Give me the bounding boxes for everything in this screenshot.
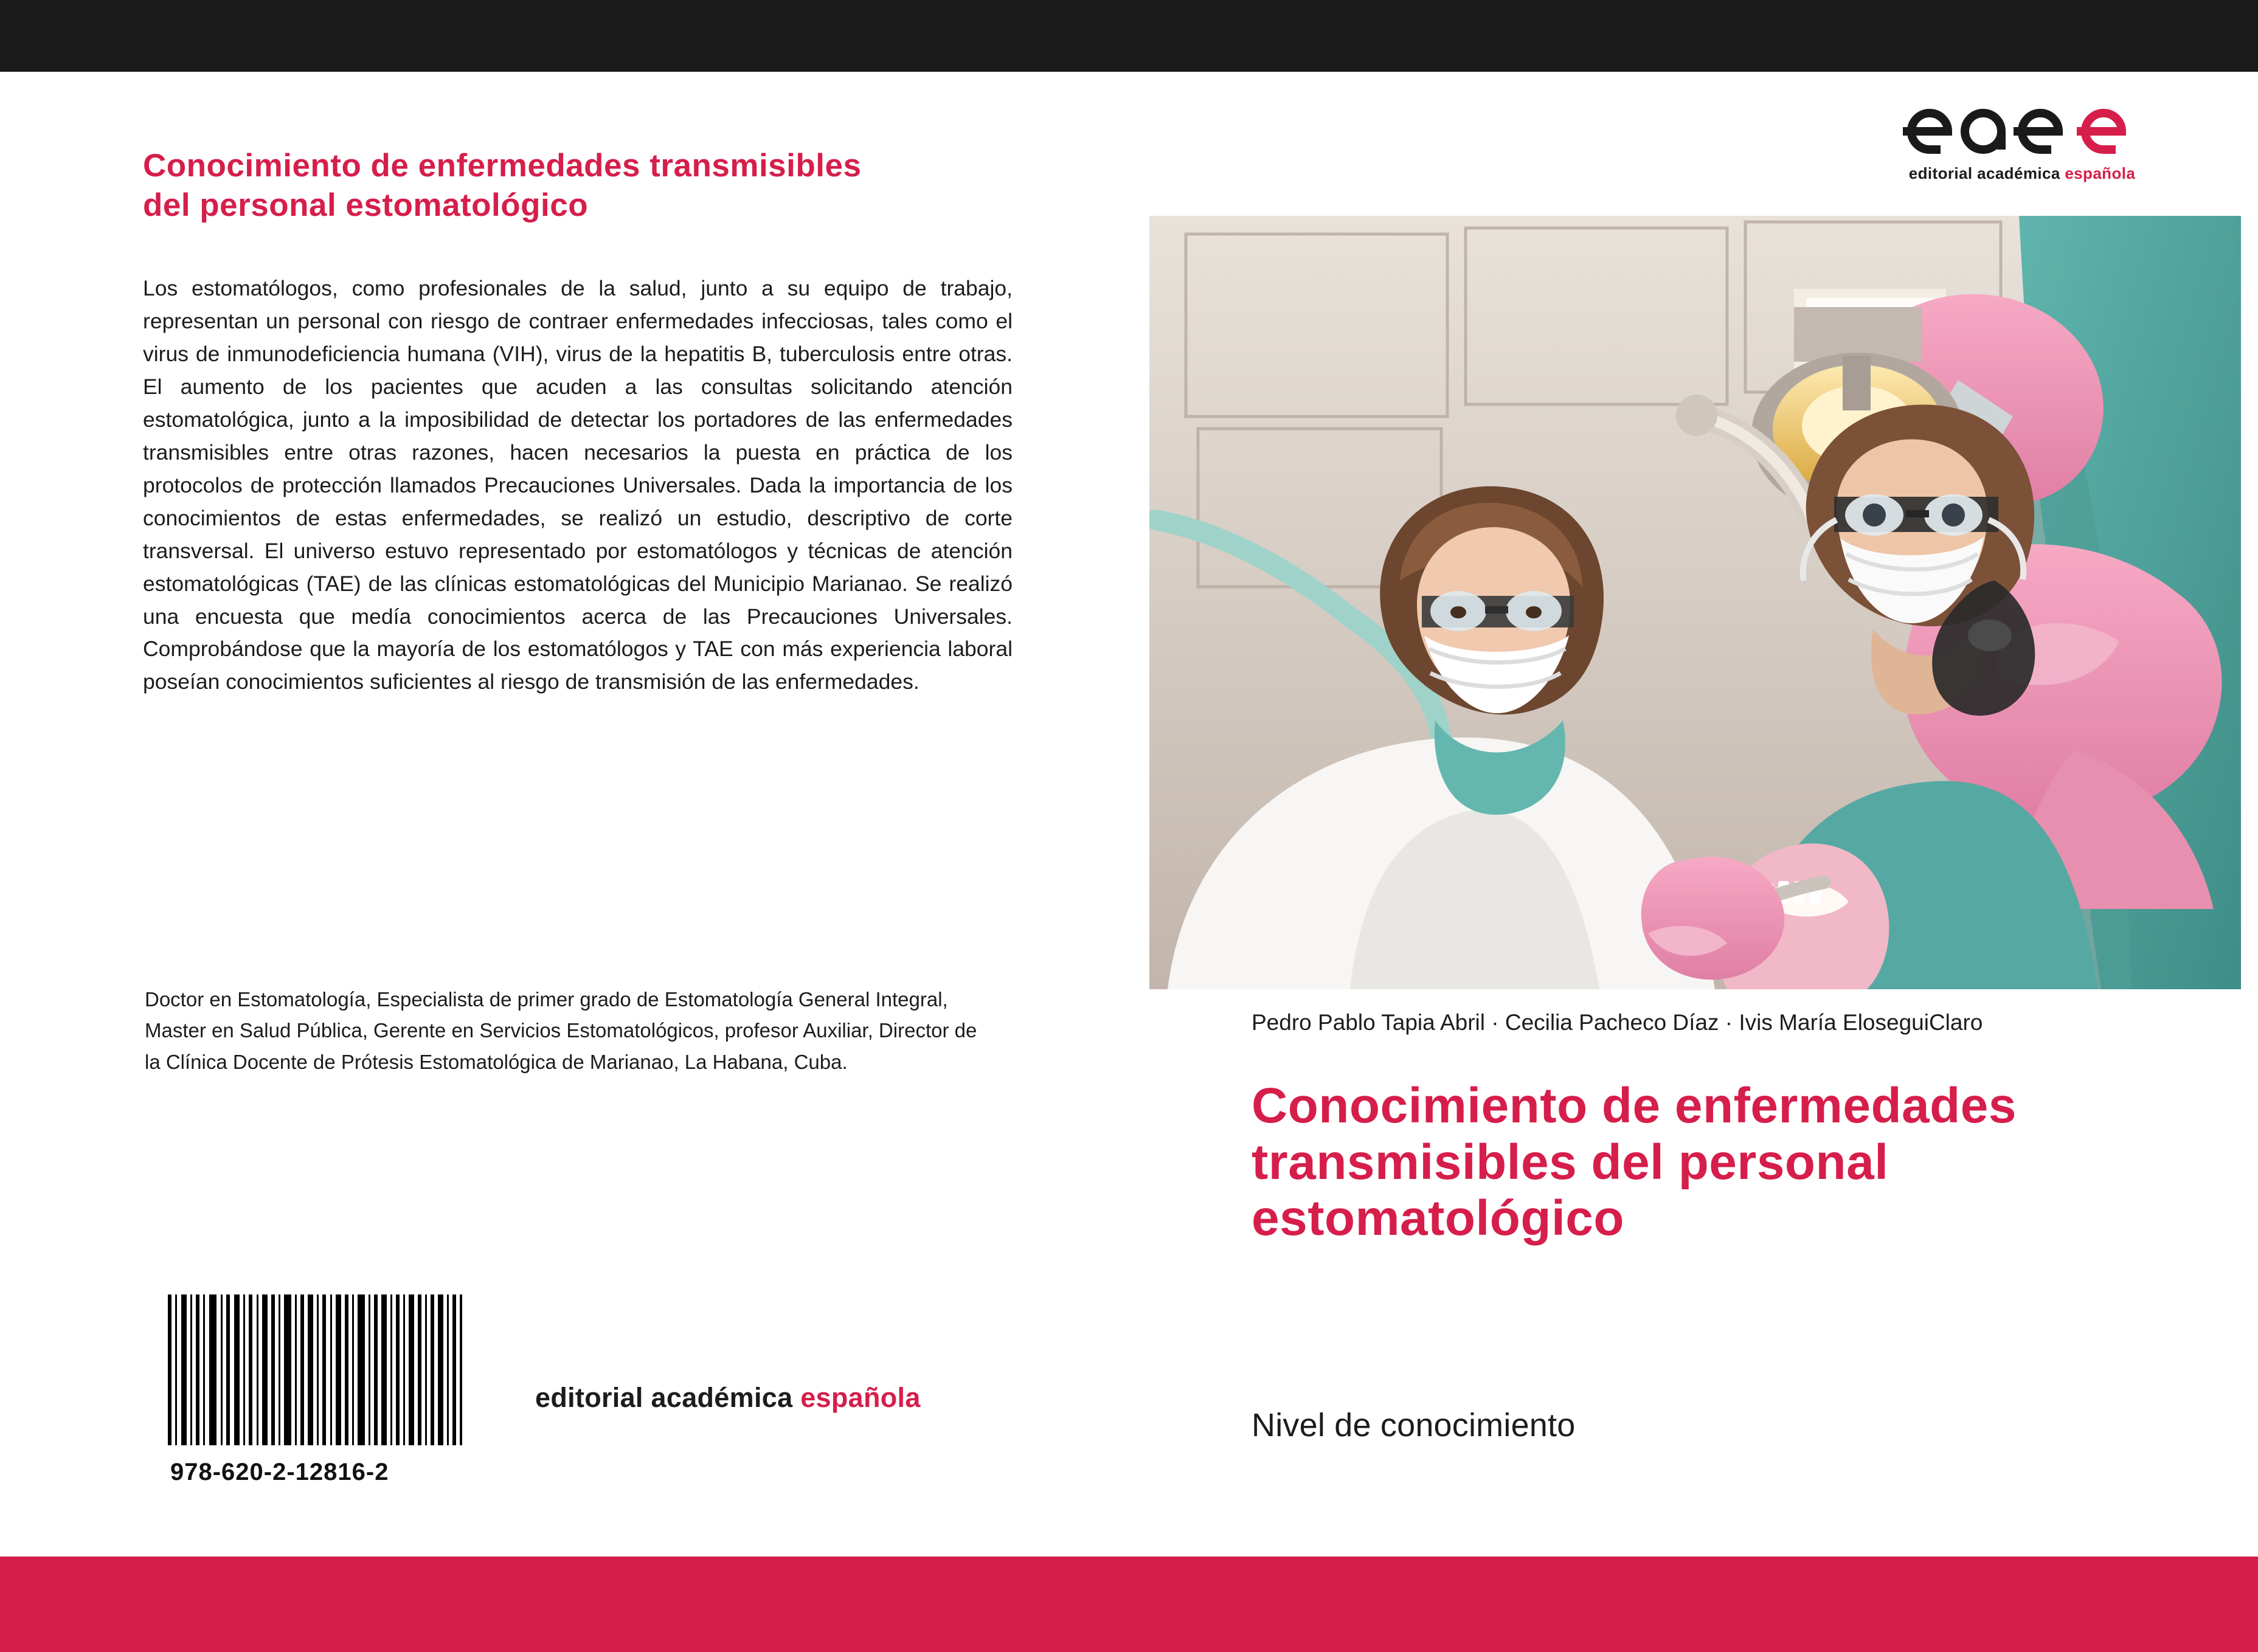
barcode-icon <box>163 1291 467 1449</box>
front-cover-authors: Pedro Pablo Tapia Abril · Cecilia Pacheco Díaz · Ivis María EloseguiClaro <box>1252 1010 1983 1035</box>
logo-caption-accent: española <box>2065 164 2136 182</box>
isbn-number: 978-620-2-12816-2 <box>170 1459 389 1485</box>
publisher-logo <box>1894 88 2150 183</box>
logo-caption <box>1894 164 2150 183</box>
back-cover <box>0 72 1131 1557</box>
top-black-band <box>0 0 2258 72</box>
publisher-name-accent: española <box>800 1382 921 1413</box>
eae-logo-icon <box>1894 88 2138 159</box>
publisher-name-light: editorial académica <box>535 1382 801 1413</box>
front-cover-title: Conocimiento de enfermedades transmisibles del personal estomatológico <box>1252 1078 2017 1246</box>
cover-photo <box>1149 216 2241 989</box>
back-publisher-name <box>535 1382 921 1414</box>
author-biography: Doctor en Estomatología, Especialista de primer grado de Estomatología General Integral, Master en Salud Pública, Gerente en Servicios Estomatológicos, profesor Auxiliar, Director de la Clínica Docente de Prótesis Estomatológica de Marianao, La Habana, Cuba. <box>145 988 977 1073</box>
logo-caption-light: editorial académica <box>1908 164 2065 182</box>
front-cover-subtitle: Nivel de conocimiento <box>1252 1407 1576 1443</box>
bottom-accent-band <box>0 1557 2258 1652</box>
back-cover-title: Conocimiento de enfermedades transmisibles del personal estomatológico <box>143 148 862 223</box>
back-cover-abstract: Los estomatólogos, como profesionales de la salud, junto a su equipo de trabajo, representan un personal con riesgo de contraer enfermedades infecciosas, tales como el virus de inmunodeficiencia humana (VIH), virus de la hepatitis B, tuberculosis entre otras. El aumento de los pacientes que acuden a las consultas solicitando atención estomatológica, junto a la imposibilidad de detectar los portadores de las enfermedades transmisibles entre otras razones, hacen necesarios la puesta en práctica de los protocolos de protección llamados Precauciones Universales. Dada la importancia de los conocimientos de estas enfermedades, se realizó un estudio, descriptivo de corte transversal. El universo estuvo representado por estomatólogos y técnicas de atención estomatológicas (TAE) de las clínicas estomatológicas del Municipio Marianao. Se realizó una encuesta que medía conocimientos acerca de las Precauciones Universales. Comprobándose que la mayoría de los estomatólogos y TAE con más experiencia laboral poseían conocimientos suficientes al riesgo de transmisión de las enfermedades. <box>143 276 1013 694</box>
barcode-block <box>163 1291 479 1486</box>
dental-team-photo-illustration <box>1149 216 2241 989</box>
front-cover <box>1131 72 2258 1557</box>
